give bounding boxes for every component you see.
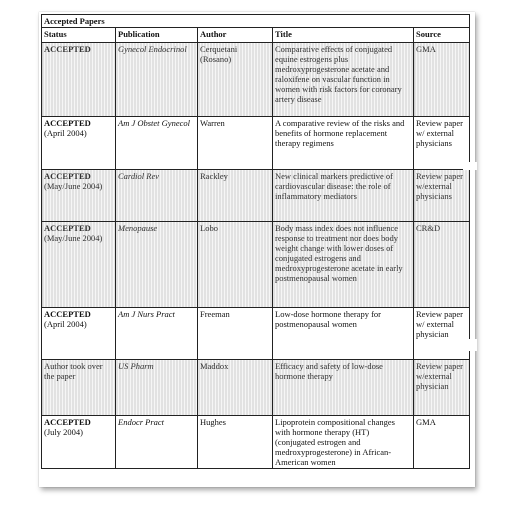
table-caption: Accepted Papers [42, 15, 470, 28]
publication-cell: Endocr Pract [116, 416, 198, 469]
source-cell: Review paper w/external physician [414, 360, 470, 416]
title-cell: Low-dose hormone therapy for postmenopausal women [273, 308, 414, 360]
table-row [42, 43, 470, 117]
source-cell: CR&D [414, 222, 470, 308]
status-label: ACCEPTED [44, 171, 91, 181]
status-label: ACCEPTED [44, 309, 91, 319]
torn-edge [463, 339, 477, 351]
author-cell: Rackley [198, 170, 273, 222]
header-title: Title [273, 28, 414, 43]
status-cell [42, 43, 116, 117]
status-cell [42, 170, 116, 222]
status-label: ACCEPTED [44, 223, 91, 233]
status-date: (April 2004) [44, 128, 87, 138]
author-cell: Maddox [198, 360, 273, 416]
torn-edge [463, 162, 477, 170]
publication-cell: Menopause [116, 222, 198, 308]
status-date: (May/June 2004) [44, 233, 103, 243]
table-row [42, 360, 470, 416]
author-cell: Freeman [198, 308, 273, 360]
table-row [42, 170, 470, 222]
publication-cell: Am J Nurs Pract [116, 308, 198, 360]
status-cell [42, 416, 116, 469]
source-cell: Review paper w/external physicians [414, 170, 470, 222]
table-row [42, 222, 470, 308]
title-cell: Efficacy and safety of low-dose hormone therapy [273, 360, 414, 416]
title-cell: Comparative effects of conjugated equine estrogens plus medroxyprogesterone acetate and raloxifene on vascular function in women with risk factors for coronary artery disease [273, 43, 414, 117]
status-cell [42, 360, 116, 416]
status-cell [42, 222, 116, 308]
status-label: ACCEPTED [44, 44, 91, 54]
status-date: (July 2004) [44, 427, 83, 437]
table-row [42, 308, 470, 360]
title-cell: Body mass index does not influence response to treatment nor does body weight change with lower doses of conjugated estrogens and medroxyprogesterone acetate in early postmenopausal women [273, 222, 414, 308]
source-cell: Review paper w/ external physicians [414, 117, 470, 170]
status-label: ACCEPTED [44, 118, 91, 128]
status-label: ACCEPTED [44, 417, 91, 427]
title-cell: A comparative review of the risks and benefits of hormone replacement therapy regimens [273, 117, 414, 170]
document-page [39, 12, 475, 487]
title-cell: New clinical markers predictive of cardiovascular disease: the role of inflammatory mediators [273, 170, 414, 222]
author-cell: Lobo [198, 222, 273, 308]
author-cell: Warren [198, 117, 273, 170]
header-source: Source [414, 28, 470, 43]
author-cell: Cerquetani (Rosano) [198, 43, 273, 117]
table-row [42, 117, 470, 170]
source-cell: Review paper w/ external physician [414, 308, 470, 360]
status-date: (May/June 2004) [44, 181, 103, 191]
accepted-papers-table [41, 14, 470, 469]
header-author: Author [198, 28, 273, 43]
source-cell: GMA [414, 416, 470, 469]
publication-cell: Gynecol Endocrinol [116, 43, 198, 117]
title-cell: Lipoprotein compositional changes with hormone therapy (HT) (conjugated estrogen and medroxyprogesterone) in African-American women [273, 416, 414, 469]
source-cell: GMA [414, 43, 470, 117]
header-publication: Publication [116, 28, 198, 43]
status-cell [42, 308, 116, 360]
header-status: Status [42, 28, 116, 43]
publication-cell: US Pharm [116, 360, 198, 416]
status-cell [42, 117, 116, 170]
status-date: Author took over the paper [44, 361, 103, 381]
publication-cell: Am J Obstet Gynecol [116, 117, 198, 170]
publication-cell: Cardiol Rev [116, 170, 198, 222]
table-row [42, 416, 470, 469]
author-cell: Hughes [198, 416, 273, 469]
status-date: (April 2004) [44, 319, 87, 329]
